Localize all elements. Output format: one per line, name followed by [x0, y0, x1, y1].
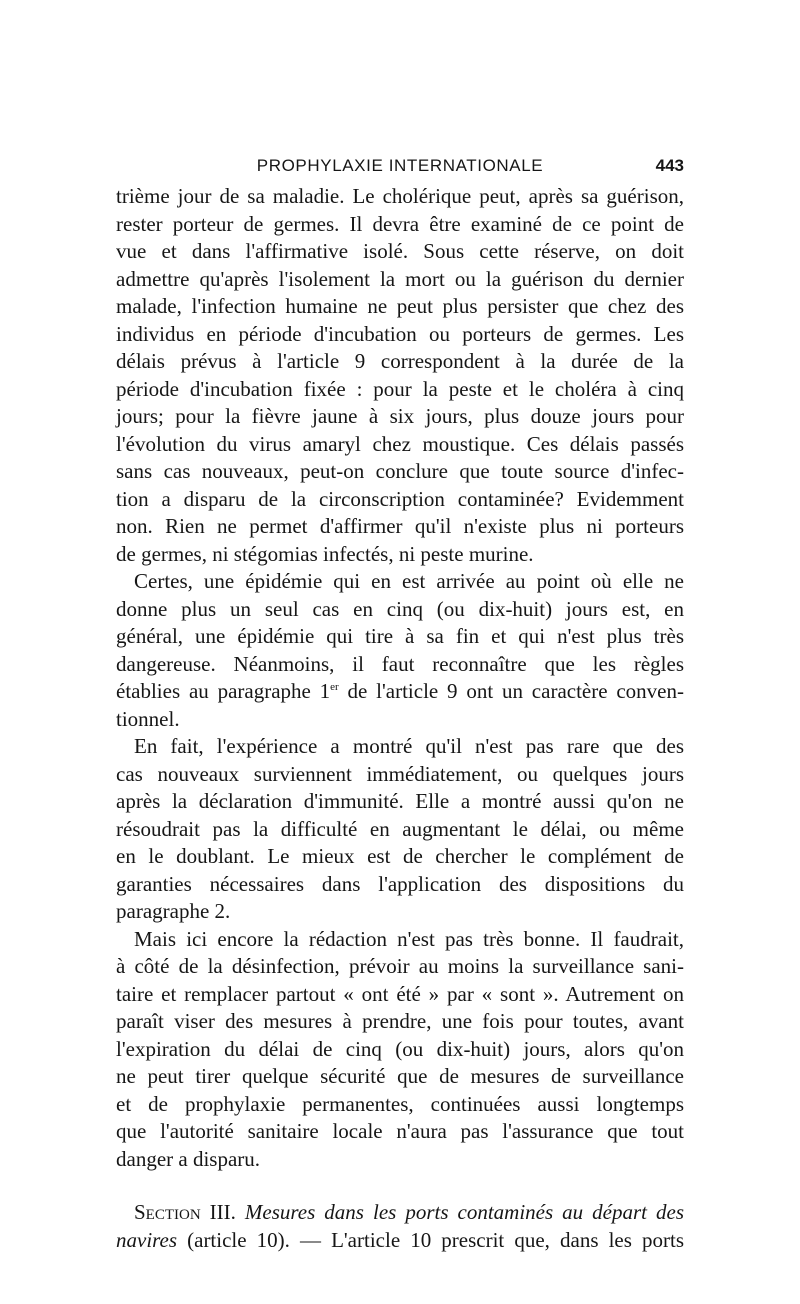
text-line: Mais ici encore la rédaction n'est pas très bonne. Il faudrait, [134, 926, 684, 951]
text-line: après la déclaration d'immunité. Elle a montré aussi qu'on ne [116, 789, 684, 813]
section-heading [116, 1199, 684, 1227]
text-line: sans cas nouveaux, peut-on conclure que toute source d'infec- [116, 459, 684, 483]
text-line-end: (article 10). — L'article 10 prescrit que, dans les ports [177, 1227, 684, 1252]
text-line: danger a disparu. [116, 1146, 261, 1171]
text-line: et de prophylaxie permanentes, continuées aussi longtemps [116, 1091, 684, 1116]
text-line: dangereuse. Néanmoins, il faut reconnaître que les règles [116, 651, 684, 676]
running-header [116, 152, 684, 178]
text-line: cas nouveaux surviennent immédiatement, ou quelques jours [116, 761, 684, 786]
text-line: période d'incubation fixée : pour la peste et le choléra à cinq [116, 376, 684, 401]
text-line: garanties nécessaires dans l'application des dispositions du [116, 871, 684, 896]
text-line: tion a disparu de la circonscription contaminée? Evidemment [116, 486, 684, 511]
text-line [116, 678, 684, 706]
text-line: jours; pour la fièvre jaune à six jours, plus douze jours pour [116, 404, 684, 428]
text-line: individus en période d'incubation ou porteurs de germes. Les [116, 321, 684, 346]
running-title: PROPHYLAXIE INTERNATIONALE [256, 156, 544, 175]
ordinal-superscript: er [330, 681, 339, 693]
text-line: trième jour de sa maladie. Le cholérique peut, après sa guérison, [116, 184, 684, 208]
text-line: Certes, une épidémie qui en est arrivée au point où elle ne [134, 569, 684, 593]
text-line: à côté de la désinfection, prévoir au moins la surveillance sani- [116, 954, 684, 978]
page-number: 443 [655, 156, 684, 175]
text-line: donne plus un seul cas en cinq (ou dix-huit) jours est, en [116, 596, 684, 621]
text-line-end: de l'article 9 ont un caractère conven- [338, 679, 684, 703]
text-line: ne peut tirer quelque sécurité que de mesures de surveillance [116, 1064, 684, 1088]
text-line: que l'autorité sanitaire locale n'aura pas l'assurance que tout [116, 1119, 684, 1143]
text-line: paragraphe 2. [116, 899, 231, 923]
text-line: de germes, ni stégomias infectés, ni peste murine. [116, 541, 534, 566]
section-spacer [116, 1173, 684, 1199]
text-line: non. Rien ne permet d'affirmer qu'il n'existe plus ni porteurs [116, 514, 684, 538]
section-number: III. [200, 1200, 245, 1224]
text-line: admettre qu'après l'isolement la mort ou la guérison du dernier [116, 266, 684, 291]
text-line: l'évolution du virus amaryl chez moustique. Ces délais passés [116, 431, 684, 456]
text-line: vue et dans l'affirmative isolé. Sous cette réserve, on doit [116, 239, 684, 263]
text-line: tionnel. [116, 706, 180, 731]
body-text [116, 183, 684, 1254]
text-line: général, une épidémie qui tire à sa fin et qui n'est plus très [116, 624, 684, 648]
section-title-end: navires [116, 1227, 178, 1252]
section-title: Mesures dans les ports contaminés au départ des [244, 1200, 684, 1224]
text-line: paraît viser des mesures à prendre, une fois pour toutes, avant [116, 1009, 684, 1033]
text-line: en le doublant. Le mieux est de chercher le complément de [116, 844, 684, 868]
text-line: l'expiration du délai de cinq (ou dix-huit) jours, alors qu'on [116, 1036, 684, 1061]
text-line: résoudrait pas la difficulté en augmentant le délai, ou même [116, 816, 684, 841]
section-label: Section [134, 1200, 201, 1224]
text-line: malade, l'infection humaine ne peut plus persister que chez des [116, 294, 684, 318]
text-line: En fait, l'expérience a montré qu'il n'est pas rare que des [134, 734, 684, 758]
text-line: taire et remplacer partout « ont été » par « sont ». Autrement on [116, 981, 684, 1006]
text-line-start: établies au paragraphe 1 [116, 679, 331, 703]
text-line: délais prévus à l'article 9 correspondent à la durée de la [116, 349, 684, 373]
text-line: rester porteur de germes. Il devra être examiné de ce point de [116, 211, 684, 236]
text-line [116, 1227, 684, 1255]
